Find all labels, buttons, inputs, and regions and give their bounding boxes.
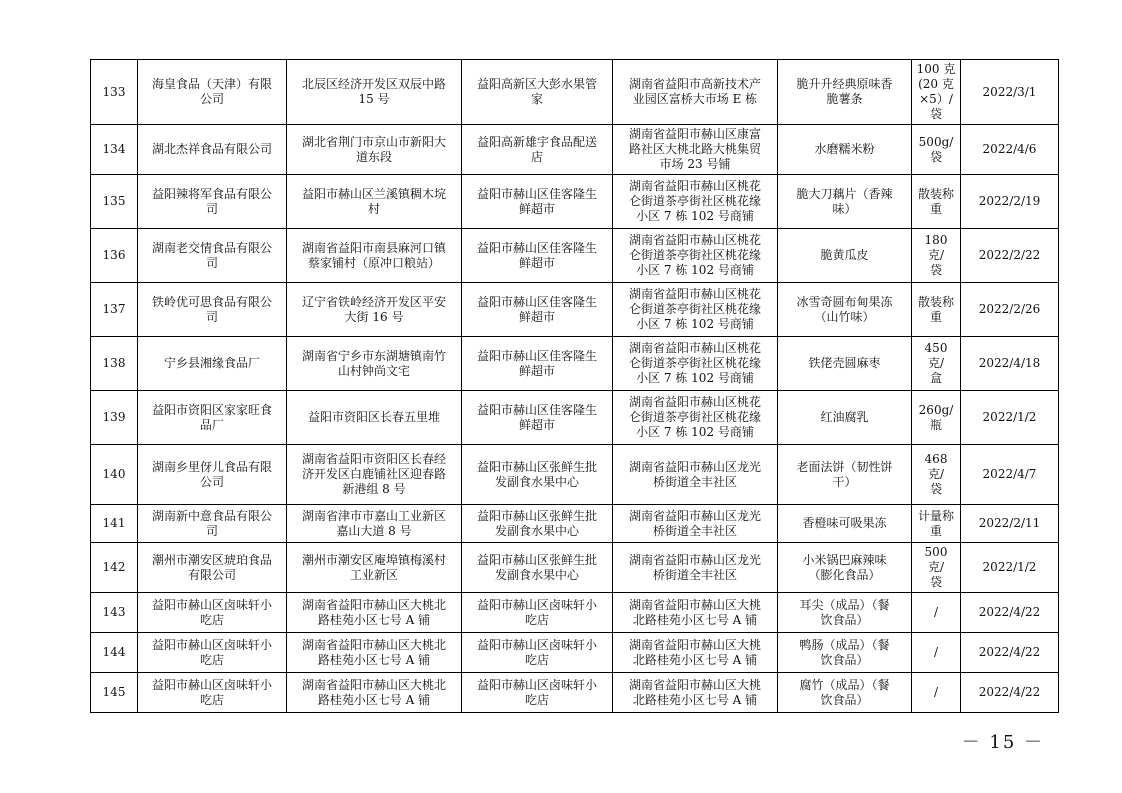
specification: 计量称 重 xyxy=(912,505,961,543)
product-name: 腐竹（成品）（餐 饮食品） xyxy=(778,673,912,713)
row-number: 140 xyxy=(91,445,138,505)
store-address: 湖南省益阳市赫山区龙光 桥街道全丰社区 xyxy=(613,445,778,505)
row-number: 139 xyxy=(91,391,138,445)
table-row xyxy=(91,337,1059,391)
specification: / xyxy=(912,673,961,713)
product-name: 红油腐乳 xyxy=(778,391,912,445)
table-row xyxy=(91,60,1059,125)
product-name: 水磨糯米粉 xyxy=(778,125,912,175)
production-date: 2022/4/22 xyxy=(961,593,1059,633)
store-address: 湖南省益阳市赫山区桃花 仑街道茶亭街社区桃花缘 小区 7 栋 102 号商铺 xyxy=(613,391,778,445)
producer-name: 海皇食品（天津）有限 公司 xyxy=(138,60,287,125)
production-date: 2022/4/7 xyxy=(961,445,1059,505)
row-number: 142 xyxy=(91,543,138,593)
product-name: 脆黄瓜皮 xyxy=(778,229,912,283)
product-name: 冰雪奇圆布甸果冻 （山竹味） xyxy=(778,283,912,337)
sampled-store: 益阳市赫山区卤味轩小 吃店 xyxy=(462,593,613,633)
production-date: 2022/4/22 xyxy=(961,673,1059,713)
product-name: 老面法饼（韧性饼 干） xyxy=(778,445,912,505)
producer-address: 湖南省益阳市赫山区大桃北 路桂苑小区七号 A 铺 xyxy=(287,673,462,713)
specification: 散装称 重 xyxy=(912,175,961,229)
product-name: 鸭肠（成品）（餐 饮食品） xyxy=(778,633,912,673)
row-number: 135 xyxy=(91,175,138,229)
production-date: 2022/1/2 xyxy=(961,391,1059,445)
row-number: 141 xyxy=(91,505,138,543)
table-row xyxy=(91,593,1059,633)
table-row xyxy=(91,673,1059,713)
producer-name: 益阳市赫山区卤味轩小 吃店 xyxy=(138,633,287,673)
producer-name: 益阳市资阳区家家旺食 品厂 xyxy=(138,391,287,445)
producer-address: 潮州市潮安区庵埠镇梅溪村 工业新区 xyxy=(287,543,462,593)
specification: 450 克/ 盒 xyxy=(912,337,961,391)
producer-address: 湖南省宁乡市东湖塘镇南竹 山村钟尚文宅 xyxy=(287,337,462,391)
table-row xyxy=(91,229,1059,283)
production-date: 2022/4/6 xyxy=(961,125,1059,175)
producer-name: 宁乡县湘缘食品厂 xyxy=(138,337,287,391)
row-number: 134 xyxy=(91,125,138,175)
producer-address: 湖南省津市市嘉山工业新区 嘉山大道 8 号 xyxy=(287,505,462,543)
producer-name: 湖南新中意食品有限公 司 xyxy=(138,505,287,543)
table-row xyxy=(91,391,1059,445)
sampled-store: 益阳市赫山区张鲜生批 发副食水果中心 xyxy=(462,445,613,505)
product-name: 铁佬壳圆麻枣 xyxy=(778,337,912,391)
store-address: 湖南省益阳市赫山区大桃 北路桂苑小区七号 A 铺 xyxy=(613,593,778,633)
product-name: 脆升升经典原味香 脆薯条 xyxy=(778,60,912,125)
producer-name: 益阳辣将军食品有限公 司 xyxy=(138,175,287,229)
specification: 260g/ 瓶 xyxy=(912,391,961,445)
sampled-store: 益阳市赫山区佳客隆生 鲜超市 xyxy=(462,229,613,283)
sampled-store: 益阳市赫山区佳客隆生 鲜超市 xyxy=(462,175,613,229)
sampled-store: 益阳市赫山区佳客隆生 鲜超市 xyxy=(462,337,613,391)
store-address: 湖南省益阳市赫山区桃花 仑街道茶亭街社区桃花缘 小区 7 栋 102 号商铺 xyxy=(613,229,778,283)
specification: 500 克/ 袋 xyxy=(912,543,961,593)
table-row xyxy=(91,175,1059,229)
producer-address: 湖南省益阳市赫山区大桃北 路桂苑小区七号 A 铺 xyxy=(287,593,462,633)
sampling-results-table xyxy=(90,59,1059,713)
specification: 180 克/ 袋 xyxy=(912,229,961,283)
sampled-store: 益阳高新区大彭水果管 家 xyxy=(462,60,613,125)
specification: 500g/ 袋 xyxy=(912,125,961,175)
producer-address: 湖北省荆门市京山市新阳大 道东段 xyxy=(287,125,462,175)
production-date: 2022/2/26 xyxy=(961,283,1059,337)
producer-address: 湖南省益阳市资阳区长春经 济开发区白鹿铺社区迎春路 新港组 8 号 xyxy=(287,445,462,505)
production-date: 2022/2/11 xyxy=(961,505,1059,543)
table-body xyxy=(91,60,1059,713)
sampled-store: 益阳市赫山区佳客隆生 鲜超市 xyxy=(462,283,613,337)
table-row xyxy=(91,543,1059,593)
store-address: 湖南省益阳市赫山区桃花 仑街道茶亭街社区桃花缘 小区 7 栋 102 号商铺 xyxy=(613,175,778,229)
producer-name: 潮州市潮安区琥珀食品 有限公司 xyxy=(138,543,287,593)
production-date: 2022/4/22 xyxy=(961,633,1059,673)
row-number: 143 xyxy=(91,593,138,633)
producer-name: 铁岭优可思食品有限公 司 xyxy=(138,283,287,337)
producer-name: 湖北杰祥食品有限公司 xyxy=(138,125,287,175)
store-address: 湖南省益阳市赫山区大桃 北路桂苑小区七号 A 铺 xyxy=(613,633,778,673)
specification: / xyxy=(912,593,961,633)
producer-address: 湖南省益阳市赫山区大桃北 路桂苑小区七号 A 铺 xyxy=(287,633,462,673)
table-row xyxy=(91,125,1059,175)
production-date: 2022/2/22 xyxy=(961,229,1059,283)
producer-address: 辽宁省铁岭经济开发区平安 大街 16 号 xyxy=(287,283,462,337)
specification: 100 克 (20 克 ×5）/ 袋 xyxy=(912,60,961,125)
producer-name: 湖南乡里伢儿食品有限 公司 xyxy=(138,445,287,505)
row-number: 138 xyxy=(91,337,138,391)
sampled-store: 益阳市赫山区张鲜生批 发副食水果中心 xyxy=(462,543,613,593)
specification: 468 克/ 袋 xyxy=(912,445,961,505)
store-address: 湖南省益阳市赫山区龙光 桥街道全丰社区 xyxy=(613,505,778,543)
row-number: 137 xyxy=(91,283,138,337)
store-address: 湖南省益阳市赫山区康富 路社区大桃北路大桃集贸 市场 23 号铺 xyxy=(613,125,778,175)
row-number: 136 xyxy=(91,229,138,283)
row-number: 145 xyxy=(91,673,138,713)
store-address: 湖南省益阳市赫山区桃花 仑街道茶亭街社区桃花缘 小区 7 栋 102 号商铺 xyxy=(613,337,778,391)
product-name: 耳尖（成品）（餐 饮食品） xyxy=(778,593,912,633)
producer-name: 益阳市赫山区卤味轩小 吃店 xyxy=(138,593,287,633)
sampled-store: 益阳市赫山区卤味轩小 吃店 xyxy=(462,633,613,673)
table-row xyxy=(91,283,1059,337)
table-row xyxy=(91,633,1059,673)
producer-address: 北辰区经济开发区双辰中路 15 号 xyxy=(287,60,462,125)
specification: 散装称 重 xyxy=(912,283,961,337)
production-date: 2022/3/1 xyxy=(961,60,1059,125)
production-date: 2022/1/2 xyxy=(961,543,1059,593)
product-name: 小米锅巴麻辣味 （膨化食品） xyxy=(778,543,912,593)
producer-address: 益阳市赫山区兰溪镇稠木垸 村 xyxy=(287,175,462,229)
row-number: 144 xyxy=(91,633,138,673)
product-name: 香橙味可吸果冻 xyxy=(778,505,912,543)
table-row xyxy=(91,445,1059,505)
product-name: 脆大刀藕片（香辣 味） xyxy=(778,175,912,229)
store-address: 湖南省益阳市赫山区大桃 北路桂苑小区七号 A 铺 xyxy=(613,673,778,713)
store-address: 湖南省益阳市赫山区龙光 桥街道全丰社区 xyxy=(613,543,778,593)
producer-name: 益阳市赫山区卤味轩小 吃店 xyxy=(138,673,287,713)
production-date: 2022/2/19 xyxy=(961,175,1059,229)
producer-address: 湖南省益阳市南县麻河口镇 蔡家铺村（原冲口粮站） xyxy=(287,229,462,283)
row-number: 133 xyxy=(91,60,138,125)
store-address: 湖南省益阳市高新技术产 业园区富桥大市场 E 栋 xyxy=(613,60,778,125)
sampled-store: 益阳市赫山区张鲜生批 发副食水果中心 xyxy=(462,505,613,543)
specification: / xyxy=(912,633,961,673)
sampled-store: 益阳高新雄宇食品配送 店 xyxy=(462,125,613,175)
table-row xyxy=(91,505,1059,543)
producer-name: 湖南老交情食品有限公 司 xyxy=(138,229,287,283)
production-date: 2022/4/18 xyxy=(961,337,1059,391)
page-number: － 15 － xyxy=(961,732,1044,753)
sampled-store: 益阳市赫山区佳客隆生 鲜超市 xyxy=(462,391,613,445)
producer-address: 益阳市资阳区长春五里堆 xyxy=(287,391,462,445)
store-address: 湖南省益阳市赫山区桃花 仑街道茶亭街社区桃花缘 小区 7 栋 102 号商铺 xyxy=(613,283,778,337)
sampled-store: 益阳市赫山区卤味轩小 吃店 xyxy=(462,673,613,713)
